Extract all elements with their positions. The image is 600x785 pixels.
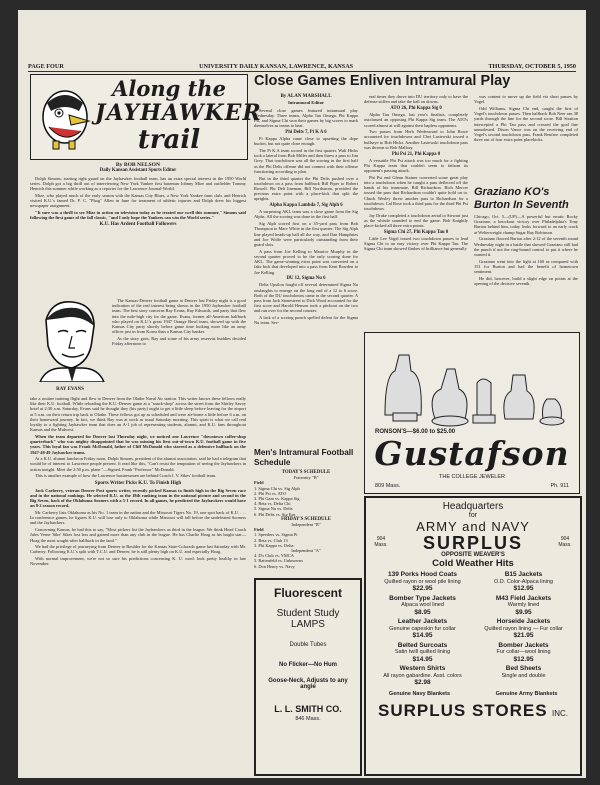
section-subhead: K.U. Has Ardent Football Followers	[99, 222, 177, 228]
surplus-item	[473, 665, 574, 679]
today-division: Fraternity "B"	[293, 475, 319, 481]
graziano-story	[474, 214, 578, 288]
surplus-item-desc: Warmly lined	[507, 602, 540, 608]
schedule-box	[254, 448, 358, 569]
surplus-item	[473, 618, 574, 640]
game-subhead: Alpha Kappa Lambda 7, Sig Alph 6	[269, 203, 343, 209]
smith-line5: No Flicker—No Hum	[278, 662, 337, 668]
story-paragraph: At a K.U. alumni luncheon Friday noon, Dolph Simons, president of the alumni association, said he had a telegram that would be of interest to Lawrence people present. It read like this, "Can't resist the temptation of seeing the Jayhawkers in action tonight. Meet the 2:50 p.m. plane."—Signed, Frank "Professor" McDonald.	[30, 456, 246, 472]
lighter-display-icon	[365, 335, 579, 431]
friday-division: Independent "B"	[291, 522, 321, 528]
story-paragraph: eral times they drove into DU territory only to have the defense stiffen and take the ball on downs.	[364, 94, 468, 105]
smith-address: 846 Mass.	[295, 716, 321, 722]
surplus-item-desc: Satin twill quilted lining	[394, 649, 451, 655]
surplus-item-price: $12.95	[513, 585, 534, 592]
surplus-for: for	[468, 512, 478, 519]
surplus-addr-right: 904 Mass.	[558, 536, 572, 548]
navy-blankets: Genuine Navy Blankets	[388, 690, 451, 697]
intramural-col3	[474, 94, 578, 144]
jayhawker-lower-text	[30, 396, 246, 568]
intramural-headline: Close Games Enliven Intramural Play	[254, 73, 511, 89]
surplus-item	[372, 665, 473, 687]
schedule-game: 2. Phi Psi vs. ATO	[254, 490, 287, 496]
newspaper-page	[18, 10, 586, 778]
surplus-item-price: $9.95	[515, 608, 532, 616]
surplus-item-desc: Genuine capeskin fur collar	[389, 625, 456, 632]
smith-line4: Double Tubes	[289, 642, 327, 648]
surplus-item-desc: Quilted rayon or wool pile lining	[384, 578, 461, 585]
issue-date: THURSDAY, OCTOBER 5, 1950	[488, 63, 576, 70]
surplus-item-price: $14.95	[412, 655, 433, 663]
story-paragraph: But in the third quarter the Phi Delts pushed over a touchdown on a pass from halfback Bill Piper to Robert Rowell. Phi Delt lineman, Bill Nordstrom, provided the precious extra point with a place-kick that split the uprights.	[254, 175, 358, 202]
intramural-col3-body	[474, 94, 578, 142]
independent-a-label: Independent "A"	[291, 548, 321, 554]
intramural-col2-body	[364, 94, 468, 252]
surplus-right-items	[473, 571, 574, 689]
story-paragraph: Little Lee Vogel tossed two touchdown passes to lead Sigma Chi to an easy victory over Phi Kappa Tau. The Sigma Chi team showed flashes of brilliance but generally	[364, 236, 468, 252]
schedule-game: 5. Battenfeld vs. Unknowns	[254, 558, 303, 564]
jayhawker-byline-role: Daily Kansan Assistant Sports Editor	[99, 168, 177, 174]
schedule-game: 5. Sigma Nu vs. Delts	[254, 506, 293, 512]
today-label: TODAY'S SCHEDULE	[281, 470, 331, 475]
surplus-item-price: $14.95	[412, 632, 433, 639]
story-paragraph: Several close games featured intramural play Wednesday. Three teams, Alpha Tau Omega, Phi Kappa Psi, and Sigma Chi won their games by big scores to mark themselves as teams to beat.	[254, 107, 358, 129]
smith-title: Fluorescent	[273, 586, 342, 600]
jeweler-logo: Gustafson	[374, 434, 570, 473]
schedule-game: 3. Phi Gam vs. Kappa Sig	[254, 496, 300, 502]
story-paragraph: With normal improvement, we're not so sure his predictions concerning K. U. won't look pretty healthy in late November.	[30, 556, 246, 567]
jayhawker-top-text	[30, 162, 246, 227]
surplus-inc: INC.	[552, 708, 568, 718]
masthead	[28, 63, 576, 72]
surplus-item-name: Belted Surcoats	[397, 641, 448, 649]
today-games	[254, 486, 358, 517]
story-paragraph: Graziano went into the fight at 160 as compared with 151 for Burton and had the benefit of hometown sentiment.	[474, 258, 578, 275]
surplus-item-name: Bomber Jackets	[498, 641, 549, 649]
page-number: PAGE FOUR	[28, 63, 64, 70]
surplus-item-name: Western Shirts	[399, 665, 446, 672]
simons-quote: "It sure was a thrill to see Mize in action on television today as he treated our swell this summer," Simons said following the first game of the fall classic, "and I only hope the Yankees can win the World series."	[30, 209, 246, 221]
surplus-item-desc: Single and double	[501, 672, 546, 679]
smith-line3: LAMPS	[291, 619, 325, 630]
smith-lamp-ad	[254, 578, 362, 776]
surplus-item	[372, 642, 473, 664]
story-paragraph: Mr. Carberry lists Oklahoma as his No. 1 team in the nation and the Missouri Tigers No. 19, one spot back of K.U. . . . In conference games, he figures K.U. will lose only to Oklahoma while Missouri will fall before the undefeated Sooners and the Jayhawkers.	[30, 510, 246, 526]
intro-paragraph: Dolph Simons, starting right guard on the Jayhawker football team, has an extra special interest in the 1950 World series. Dolph got a big thrill out of interviewing New York Yankee first baseman Johnny Mize and outfielder Tommy Henrich this summer while working as a reporter for the Lawrence Journal-World.	[30, 175, 246, 192]
surplus-item-name: Horseide Jackets	[496, 618, 551, 625]
column-title-line2: JAYHAWKER	[95, 100, 262, 126]
graziano-headline: Graziano KO's Burton In Seventh	[474, 186, 569, 211]
jayhawker-banner	[30, 74, 262, 160]
intramural-col1-body	[254, 108, 358, 326]
game-subhead: ATO 26, Phi Kappa Sig 0	[390, 105, 442, 111]
field-label: Field	[254, 480, 264, 486]
surplus-item	[473, 642, 574, 664]
surplus-item-price: $2.98	[414, 679, 431, 686]
surplus-top: Headquarters	[442, 501, 504, 512]
story-paragraph: Two passes from Herb Wedenward to John Rowe accounted for touchdowns and Chet Lasiewski tossed a bullseye to Bob Hicks. Another Lasiewski touchdown pass was thrown to Bob Mallory.	[364, 129, 468, 150]
army-blankets: Genuine Army Blankets	[495, 690, 558, 697]
story-paragraph: Jay Drake completed a touchdown aerial to Stewart just as the whistle sounded to end the game. Bob Knightly place-kicked all three extra points.	[364, 212, 468, 229]
story-paragraph: A versatile Phi Psi attack was too much for a fighting Phi Kappa team that couldn't seem to fathom its opponent's passing attack.	[364, 157, 468, 174]
intro-paragraph: Mize, who played much of the early season with the Kansas City Blues, a New York Yankee farm club, and Henrich visited K.U.'s famed Dr. F. C. "Phog" Allen in June for treatment of athletic injuries and Dolph drew his biggest newspaper assignment.	[30, 192, 246, 209]
surplus-item-name: 139 Porks Hood Coats	[388, 571, 457, 578]
cartoon-caption: RAY EVANS	[56, 387, 84, 392]
sports-subhead: Sports Writer Picks K.U. To Finish High	[94, 480, 182, 486]
story-paragraph: Phi Psi end Glenn Stainer converted some great play into a touchdown when he caught a pass deflected off the hands of his teammate, Bill Richardson. Rich Mercer tossed the pass that Richardson couldn't quite hold on to. Chuck Wesley threw another pass to Richardson for a touchdown. Cal Rose took a third pass for the third Phi Psi touchdown.	[364, 174, 468, 212]
story-paragraph: This is another example of how the Lawrence businessmen are behind Coach J. V. Sikes' football team.	[35, 473, 217, 479]
surplus-left-items	[372, 571, 473, 689]
story-paragraph: As the story goes, Ray and some of his army reservist buddies decided Friday afternoon to	[112, 335, 246, 347]
surplus-item	[473, 571, 574, 593]
schedule-game: 2. Beta vs. Club 13	[254, 537, 288, 543]
jeweler-phone: Ph. 911	[550, 483, 569, 489]
intramural-byline-role: Intramural Editor	[287, 100, 325, 106]
schedule-game: 3. Phi Kappa vs. Delta	[254, 542, 294, 548]
surplus-item-desc: Quilted rayon lining — Fur collar	[484, 625, 563, 632]
surplus-item-price: $22.95	[412, 585, 433, 592]
surplus-item-name: Bed Sheets	[505, 665, 542, 672]
schedule-title: Men's Intramural Football Schedule	[254, 448, 354, 467]
surplus-item-desc: Fur collar—wool lining	[496, 649, 551, 655]
surplus-item	[372, 595, 473, 617]
intramural-col2	[364, 94, 468, 253]
surplus-item	[473, 595, 574, 617]
column-title-line3: trail	[137, 125, 201, 155]
surplus-item	[372, 571, 473, 593]
surplus-item-name: Bomber Type Jackets	[389, 594, 456, 602]
story-paragraph: was content to move up the field via short passes by Vogel.	[474, 94, 578, 105]
surplus-opposite: OPPOSITE WEAVER'S	[441, 552, 505, 558]
gustafson-ad	[364, 332, 580, 494]
surplus-army-navy: ARMY and NAVY	[416, 519, 530, 534]
surplus-store-ad	[364, 496, 582, 776]
mcdonald-paragraph: When the team departed for Denver last Thursday night, we noticed one Lawrence "downtown coffee-shop quarterback" who was mighty disappointed that he was missing his first out-of-town K.U. football game in five years. This loyal fan was Frank McDonald, father of Cliff McDonald who starred as a defensive halfback on the 1947-48-49 Jayhawker teams.	[30, 433, 246, 455]
carberry-lead: Jack Carberry, veteran Denver Post sports writer, recently picked Kansas to finish high in the Big Seven race and in the national rankings. He selected K.U. as the 18th ranking team in the national picture and second in the Big Seven, back of the Oklahoma Sooners with a 5-1 record. In all games, he predicted the Jayhawkers would have an 8-2 season record.	[30, 487, 246, 509]
caricature-portrait-icon	[32, 296, 108, 382]
friday-games	[254, 532, 358, 548]
surplus-addr-left: 904 Mass.	[374, 536, 388, 548]
field-label: Field	[254, 527, 264, 533]
schedule-game: 1. Speeders vs. Sigma Pi	[254, 532, 298, 538]
schedule-game: 1. Sigma Chi vs. Sig Alph	[254, 485, 300, 491]
story-paragraph: We had the privilege of journeying from Denver to Boulder for the Kansas State-Colorado game last Saturday with Mr. Carberry. Following K.U.'s split with T.C.U. and Denver, he is still plenty high on K.U. and especially Hoag.	[30, 544, 246, 555]
column-title-line1: Along the	[112, 76, 226, 101]
surplus-item-price: $12.95	[513, 655, 534, 663]
story-paragraph: Pi Kappa Alpha came close to upsetting the dope bucket, but not quite close enough.	[254, 136, 358, 147]
surplus-word: SURPLUS	[422, 533, 523, 553]
paper-name: UNIVERSITY DAILY KANSAN, LAWRENCE, KANSAS	[199, 63, 354, 70]
surplus-cold: Cold Weather Hits	[432, 558, 514, 569]
surplus-item-name: Leather Jackets	[397, 618, 448, 625]
smith-name: L. L. SMITH CO.	[274, 704, 342, 714]
game-subhead: Phi Delts 7, Pi K A 6	[285, 129, 327, 135]
friday-label: FRIDAY'S SCHEDULE	[281, 516, 331, 522]
story-paragraph: Odd Williams, Sigma Chi end, caught the first of Vogel's touchdown passes. Then halfback Bob Neer ran 38 yards through the line for the second score. Bill Stratton intercepted a Phi Tau pass and crossed the goal line unmolested. Dixon Vance was on the receiving end of Vogel's second touchdown pass. Frank Renfroe completed three out of four extra point placekicks.	[474, 105, 578, 143]
jeweler-tagline: THE COLLEGE JEWELER	[438, 474, 506, 480]
story-paragraph: Delta Upsilon fought off several determined Sigma Nu onslaughts to emerge on the long end of a 12 to 6 score. Both of the DU touchdowns came in the second quarter. A pass from Jack Stonestreet to Dick Wood accounted for the first score and Harold Henson took a pitchout on the two and ran over for the second counter.	[254, 282, 358, 314]
evans-story-side	[112, 298, 246, 348]
jayhawk-mascot-icon	[35, 81, 97, 151]
story-paragraph: A pass from Joe Kelling to Maurice Murphy in the second quarter proved to be the only scoring done for AKL. The game-winning extra point was converted on a fake kick that developed into a pass from Kent Bowden to Joe Kelling.	[254, 248, 358, 275]
story-paragraph: A surprising AKL team was a close game from the Sig Alphs. All the scoring was done in the first half.	[254, 209, 358, 220]
intramural-col1	[254, 94, 358, 327]
smith-line6: Goose-Neck, Adjusts to any angle	[268, 678, 348, 690]
schedule-game: 6. Phi Delts vs. Sig Eps	[254, 511, 296, 517]
surplus-item-desc: All rayon gabardine. Asst. colors	[383, 672, 462, 679]
friday-games-b	[254, 553, 358, 569]
surplus-item-name: M43 Field Jackets	[495, 594, 552, 602]
intramural-byline: By ALAN MARSHALL	[280, 94, 332, 99]
story-paragraph: The Pi K A team scored in the first quarter. Walt Hicks took a lateral from Bob Miller and then threw a pass to Jim Grey. That touchdown was all the scoring in the first half as the Phi Delts offense did not connect with their offense functioning according to plan.	[254, 148, 358, 174]
story-paragraph: He did, however, build a slight edge on points at the opening of the decisive seventh.	[474, 275, 578, 286]
game-subhead: Phi Psi 21, Phi Kappa 0	[391, 151, 441, 157]
surplus-item-desc: O.D. Color-Alpaca lining	[494, 578, 553, 585]
story-paragraph: Chicago, Oct. 5—(UP)—A powerful but erratic Rocky Graziano, a knockout victory over Philadelphia's Tony Burton behind him, today looks forward to an early crack at Welterweight champ Sugar Ray Robinson.	[474, 214, 578, 235]
story-paragraph: Sig Alph scored first on a 35-yard pass from Bob Thompson to Marv White in the first quarter. The Sig Alph line played heads-up ball all the way, and Dan Hamphries and Joe Wolfe were particularly outstanding from their guard slots.	[254, 221, 358, 247]
story-paragraph: Concerning Kansas, he had this to say, "Most pickers list the Jayhawkers as third in the league. We think Head Coach Jules Verne 'Sike' Sikes lost less and gained more than any club in the league. He has Charlie Hoag as his bright star—Hoag the most sought-after halfback in the land."	[30, 527, 246, 543]
ray-evans-cartoon	[32, 296, 108, 392]
game-subhead: Sigma Chi 27, Phi Kappa Tau 0	[383, 229, 449, 235]
jeweler-address: 809 Mass.	[375, 483, 401, 489]
schedule-game: 4. D's Club vs. YMCA	[254, 553, 294, 559]
surplus-item-name: B15 Jackets	[504, 571, 543, 578]
jayhawker-byline: By BOB NELSON	[115, 162, 161, 168]
surplus-item-desc: Alpaca wool lined	[401, 602, 444, 608]
ronson-price: RONSON'S—$6.00 to $25.00	[375, 429, 456, 435]
story-paragraph: take a routine training flight and flew to Denver from the Olathe Naval Air station. This writer knows these fellows really like their K.U. football. While reloading the K.U.-Denver game at a "snack-shop" across the street from the Shirley Savoy hotel at 2:30 a.m. Saturday, Evans said he thought they (his party) ought to get a little sleep before leaving for the airport at 5 a.m. on their return trip back to Olathe. These fellows got up as scheduled and were air-borne a little before 6 a.m. on their homeward journey. In fact, we think Ray was at work as usual Saturday morning. This spirit is what we call real loyalty to a fighting Jayhawker team that does an A-1 job of representing students, alumni, and K.U. fans throughout Kansas and the Midwest.	[30, 396, 246, 433]
story-paragraph: Alpha Tau Omega, last year's finalists, completely outclassed an opposing Phi Kappa Sig team. The ATO's scored almost at will against their hapless opponents.	[364, 112, 468, 128]
surplus-item-price: $8.95	[414, 608, 431, 616]
game-subhead: DU 12, Sigma Nu 6	[286, 276, 326, 282]
surplus-item-price: $21.95	[513, 632, 534, 639]
story-paragraph: The Kansas-Denver football game at Denver last Friday night is a good indication of the real interest being shown in the 1950 Jayhawker football team. The best story concerns Ray Evans, Ray Edwards, and party that flew into the mile-high city for the game. Evans, former all-American halfback who played on K.U.'s great 1947 Orange Bowl team, showed up with the Kansas City party shortly before game time looking more like an army officer just in from Korea than a Kansas City banker.	[112, 298, 246, 335]
schedule-game: 6. Don Henry vs. Navy	[254, 563, 295, 569]
surplus-store-name: SURPLUS STORES	[377, 700, 548, 720]
surplus-item	[372, 618, 473, 640]
story-paragraph: A lack of a scoring punch spelled defeat for the Sigma Nu team. Sev-	[254, 315, 358, 326]
story-paragraph: Graziano floored Burton after 2:12 of the seventh round Wednesday night in a battle that showed Graziano still had the punch if not the ring-bound control to put it where he wanted it.	[474, 236, 578, 257]
smith-line2: Student Study	[276, 608, 340, 619]
schedule-game: 4. Beta vs. Delta Chi	[254, 501, 291, 507]
